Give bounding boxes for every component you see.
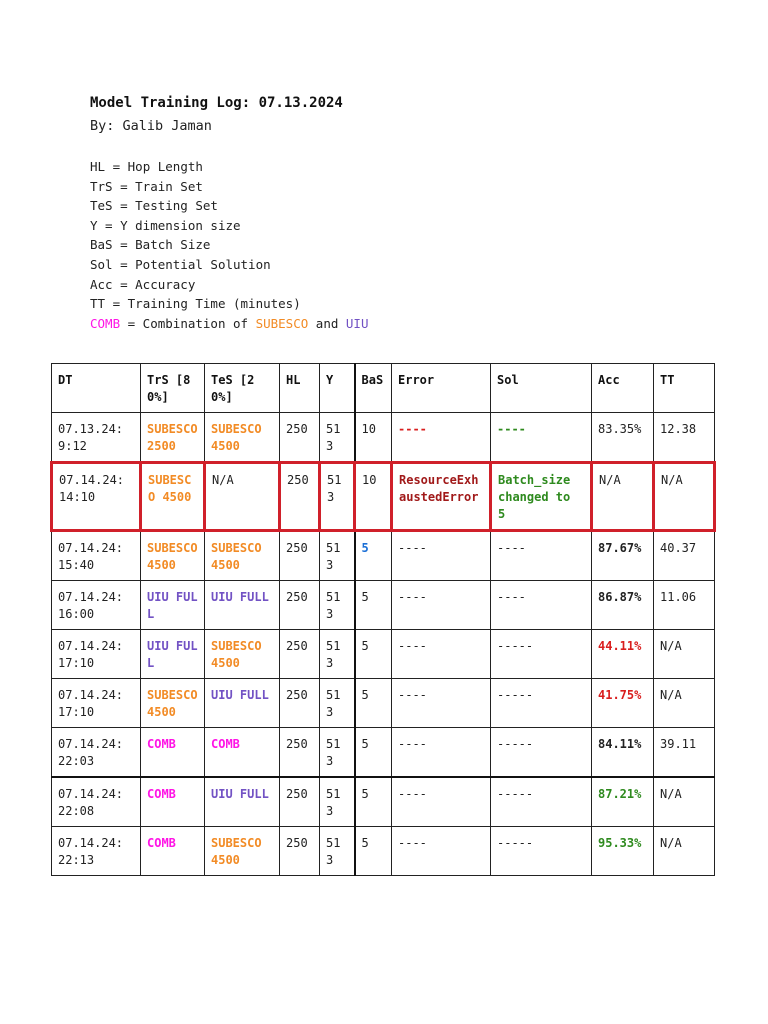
legend-text: Training Time (minutes) [127, 296, 301, 312]
cell-bas: 5 [355, 630, 392, 679]
legend-item [90, 177, 690, 197]
legend-abbr: TT [90, 296, 106, 312]
legend-abbr: Y [90, 217, 98, 233]
legend-item [90, 216, 690, 236]
legend-item [90, 196, 690, 216]
cell-acc: 41.75% [592, 679, 654, 728]
cell-tt: 12.38 [654, 413, 715, 463]
cell-tt: N/A [654, 630, 715, 679]
cell-y: 513 [320, 777, 355, 827]
legend-sep: = [112, 178, 136, 194]
document-title: Model Training Log: 07.13.2024 [90, 95, 343, 111]
cell-error: ---- [392, 581, 491, 630]
cell-y: 513 [320, 531, 355, 581]
cell-y: 513 [320, 827, 355, 876]
cell-dt: 07.14.24: 22:03 [52, 728, 141, 778]
legend-text: Hop Length [127, 159, 203, 174]
legend-sep: = [112, 256, 136, 272]
cell-tt: 40.37 [654, 531, 715, 581]
cell-acc: 87.67% [592, 531, 654, 581]
cell-tt: N/A [654, 827, 715, 876]
cell-acc: 86.87% [592, 581, 654, 630]
cell-sol: ----- [491, 777, 592, 827]
cell-y: 513 [320, 679, 355, 728]
cell-trs: SUBESCO 4500 [141, 679, 205, 728]
legend-item [90, 157, 690, 177]
cell-error: ---- [392, 728, 491, 778]
legend-abbr: BaS [90, 237, 113, 253]
legend-sep: = [112, 198, 136, 214]
cell-dt: 07.13.24: 9:12 [52, 413, 141, 463]
cell-bas: 5 [355, 531, 392, 581]
cell-acc: 83.35% [592, 413, 654, 463]
document-author: By: Galib Jaman [90, 118, 212, 134]
cell-tes: COMB [205, 728, 280, 778]
cell-hl: 250 [280, 827, 320, 876]
cell-hl: 250 [280, 728, 320, 778]
legend-item [90, 255, 690, 275]
cell-bas: 5 [355, 581, 392, 630]
cell-tes: SUBESCO 4500 [205, 827, 280, 876]
cell-dt: 07.14.24: 14:10 [52, 463, 141, 531]
cell-tes: SUBESCO 4500 [205, 531, 280, 581]
cell-hl: 250 [280, 679, 320, 728]
legend-comb-abbr: COMB [90, 315, 121, 331]
cell-y: 513 [320, 728, 355, 778]
cell-tt: N/A [654, 777, 715, 827]
legend-abbr: HL [90, 159, 106, 174]
cell-hl: 250 [280, 463, 320, 531]
cell-acc: N/A [592, 463, 654, 531]
column-header-sol: Sol [491, 364, 592, 413]
cell-acc: 87.21% [592, 777, 654, 827]
cell-dt: 07.14.24: 17:10 [52, 679, 141, 728]
cell-error: ResourceExhaustedError [392, 463, 491, 531]
cell-bas: 10 [355, 413, 392, 463]
legend-sep: = [105, 159, 128, 174]
cell-error: ---- [392, 413, 491, 463]
cell-trs: COMB [141, 777, 205, 827]
cell-tt: 11.06 [654, 581, 715, 630]
legend-text: Batch Size [135, 237, 211, 253]
cell-sol: ----- [491, 728, 592, 778]
table-row [52, 581, 715, 630]
legend-abbr: Acc [90, 276, 113, 292]
column-header-tt: TT [654, 364, 715, 413]
cell-acc: 95.33% [592, 827, 654, 876]
cell-hl: 250 [280, 531, 320, 581]
cell-tt: 39.11 [654, 728, 715, 778]
legend-item [90, 235, 690, 255]
table-row [52, 630, 715, 679]
legend-abbr: TeS [90, 198, 113, 214]
cell-hl: 250 [280, 777, 320, 827]
table-row [52, 679, 715, 728]
cell-trs: SUBESCO 4500 [141, 463, 205, 531]
legend-text: Testing Set [135, 198, 218, 214]
cell-sol: Batch_size changed to 5 [491, 463, 592, 531]
abbreviation-legend [90, 157, 690, 333]
cell-tes: SUBESCO 4500 [205, 413, 280, 463]
column-header-dt: DT [52, 364, 141, 413]
column-header-trs: TrS [80%] [141, 364, 205, 413]
legend-sep: = [105, 296, 128, 312]
cell-bas: 5 [355, 679, 392, 728]
legend-abbr: Sol [90, 256, 113, 272]
cell-sol: ---- [491, 413, 592, 463]
cell-error: ---- [392, 630, 491, 679]
cell-error: ---- [392, 777, 491, 827]
legend-subesco: SUBESCO [255, 315, 309, 331]
cell-dt: 07.14.24: 15:40 [52, 531, 141, 581]
cell-hl: 250 [280, 630, 320, 679]
legend-item [90, 294, 690, 314]
legend-sep: = [112, 276, 136, 292]
training-log-table [50, 363, 716, 876]
cell-tes: SUBESCO 4500 [205, 630, 280, 679]
cell-bas: 5 [355, 777, 392, 827]
cell-sol: ----- [491, 827, 592, 876]
cell-trs: UIU FULL [141, 630, 205, 679]
cell-tes: UIU FULL [205, 679, 280, 728]
cell-bas: 5 [355, 728, 392, 778]
legend-uiu: UIU [345, 315, 369, 331]
cell-trs: SUBESCO 2500 [141, 413, 205, 463]
legend-item-comb [90, 314, 690, 334]
cell-trs: COMB [141, 728, 205, 778]
cell-sol: ----- [491, 630, 592, 679]
cell-dt: 07.14.24: 22:13 [52, 827, 141, 876]
cell-trs: COMB [141, 827, 205, 876]
column-header-y: Y [320, 364, 355, 413]
cell-trs: SUBESCO 4500 [141, 531, 205, 581]
table-row [52, 827, 715, 876]
table-header-row [52, 364, 715, 413]
cell-hl: 250 [280, 413, 320, 463]
legend-item [90, 275, 690, 295]
table-row [52, 728, 715, 778]
cell-dt: 07.14.24: 22:08 [52, 777, 141, 827]
cell-trs: UIU FULL [141, 581, 205, 630]
cell-bas: 5 [355, 827, 392, 876]
cell-y: 513 [320, 463, 355, 531]
cell-tes: UIU FULL [205, 777, 280, 827]
cell-y: 513 [320, 581, 355, 630]
cell-acc: 44.11% [592, 630, 654, 679]
cell-bas: 10 [355, 463, 392, 531]
table-row [52, 777, 715, 827]
cell-tes: UIU FULL [205, 581, 280, 630]
legend-text: Accuracy [135, 276, 196, 292]
column-header-tes: TeS [20%] [205, 364, 280, 413]
cell-sol: ----- [491, 679, 592, 728]
legend-text: Y dimension size [120, 217, 241, 233]
legend-abbr: TrS [90, 178, 113, 194]
column-header-error: Error [392, 364, 491, 413]
column-header-acc: Acc [592, 364, 654, 413]
cell-error: ---- [392, 679, 491, 728]
cell-acc: 84.11% [592, 728, 654, 778]
legend-sep: = [97, 217, 121, 233]
column-header-bas: BaS [355, 364, 392, 413]
cell-sol: ---- [491, 531, 592, 581]
table-row-highlighted [52, 463, 715, 531]
cell-error: ---- [392, 827, 491, 876]
legend-text: Train Set [135, 178, 203, 194]
cell-y: 513 [320, 630, 355, 679]
table-row [52, 413, 715, 463]
cell-error: ---- [392, 531, 491, 581]
cell-dt: 07.14.24: 16:00 [52, 581, 141, 630]
table-row [52, 531, 715, 581]
cell-y: 513 [320, 413, 355, 463]
document-header [90, 92, 690, 333]
legend-text: Potential Solution [135, 256, 271, 272]
cell-tt: N/A [654, 463, 715, 531]
cell-hl: 250 [280, 581, 320, 630]
cell-sol: ---- [491, 581, 592, 630]
legend-comb-text: = Combination of [120, 315, 256, 331]
cell-tes: N/A [205, 463, 280, 531]
legend-sep: = [112, 237, 136, 253]
cell-dt: 07.14.24: 17:10 [52, 630, 141, 679]
legend-and: and [308, 315, 346, 331]
column-header-hl: HL [280, 364, 320, 413]
cell-tt: N/A [654, 679, 715, 728]
